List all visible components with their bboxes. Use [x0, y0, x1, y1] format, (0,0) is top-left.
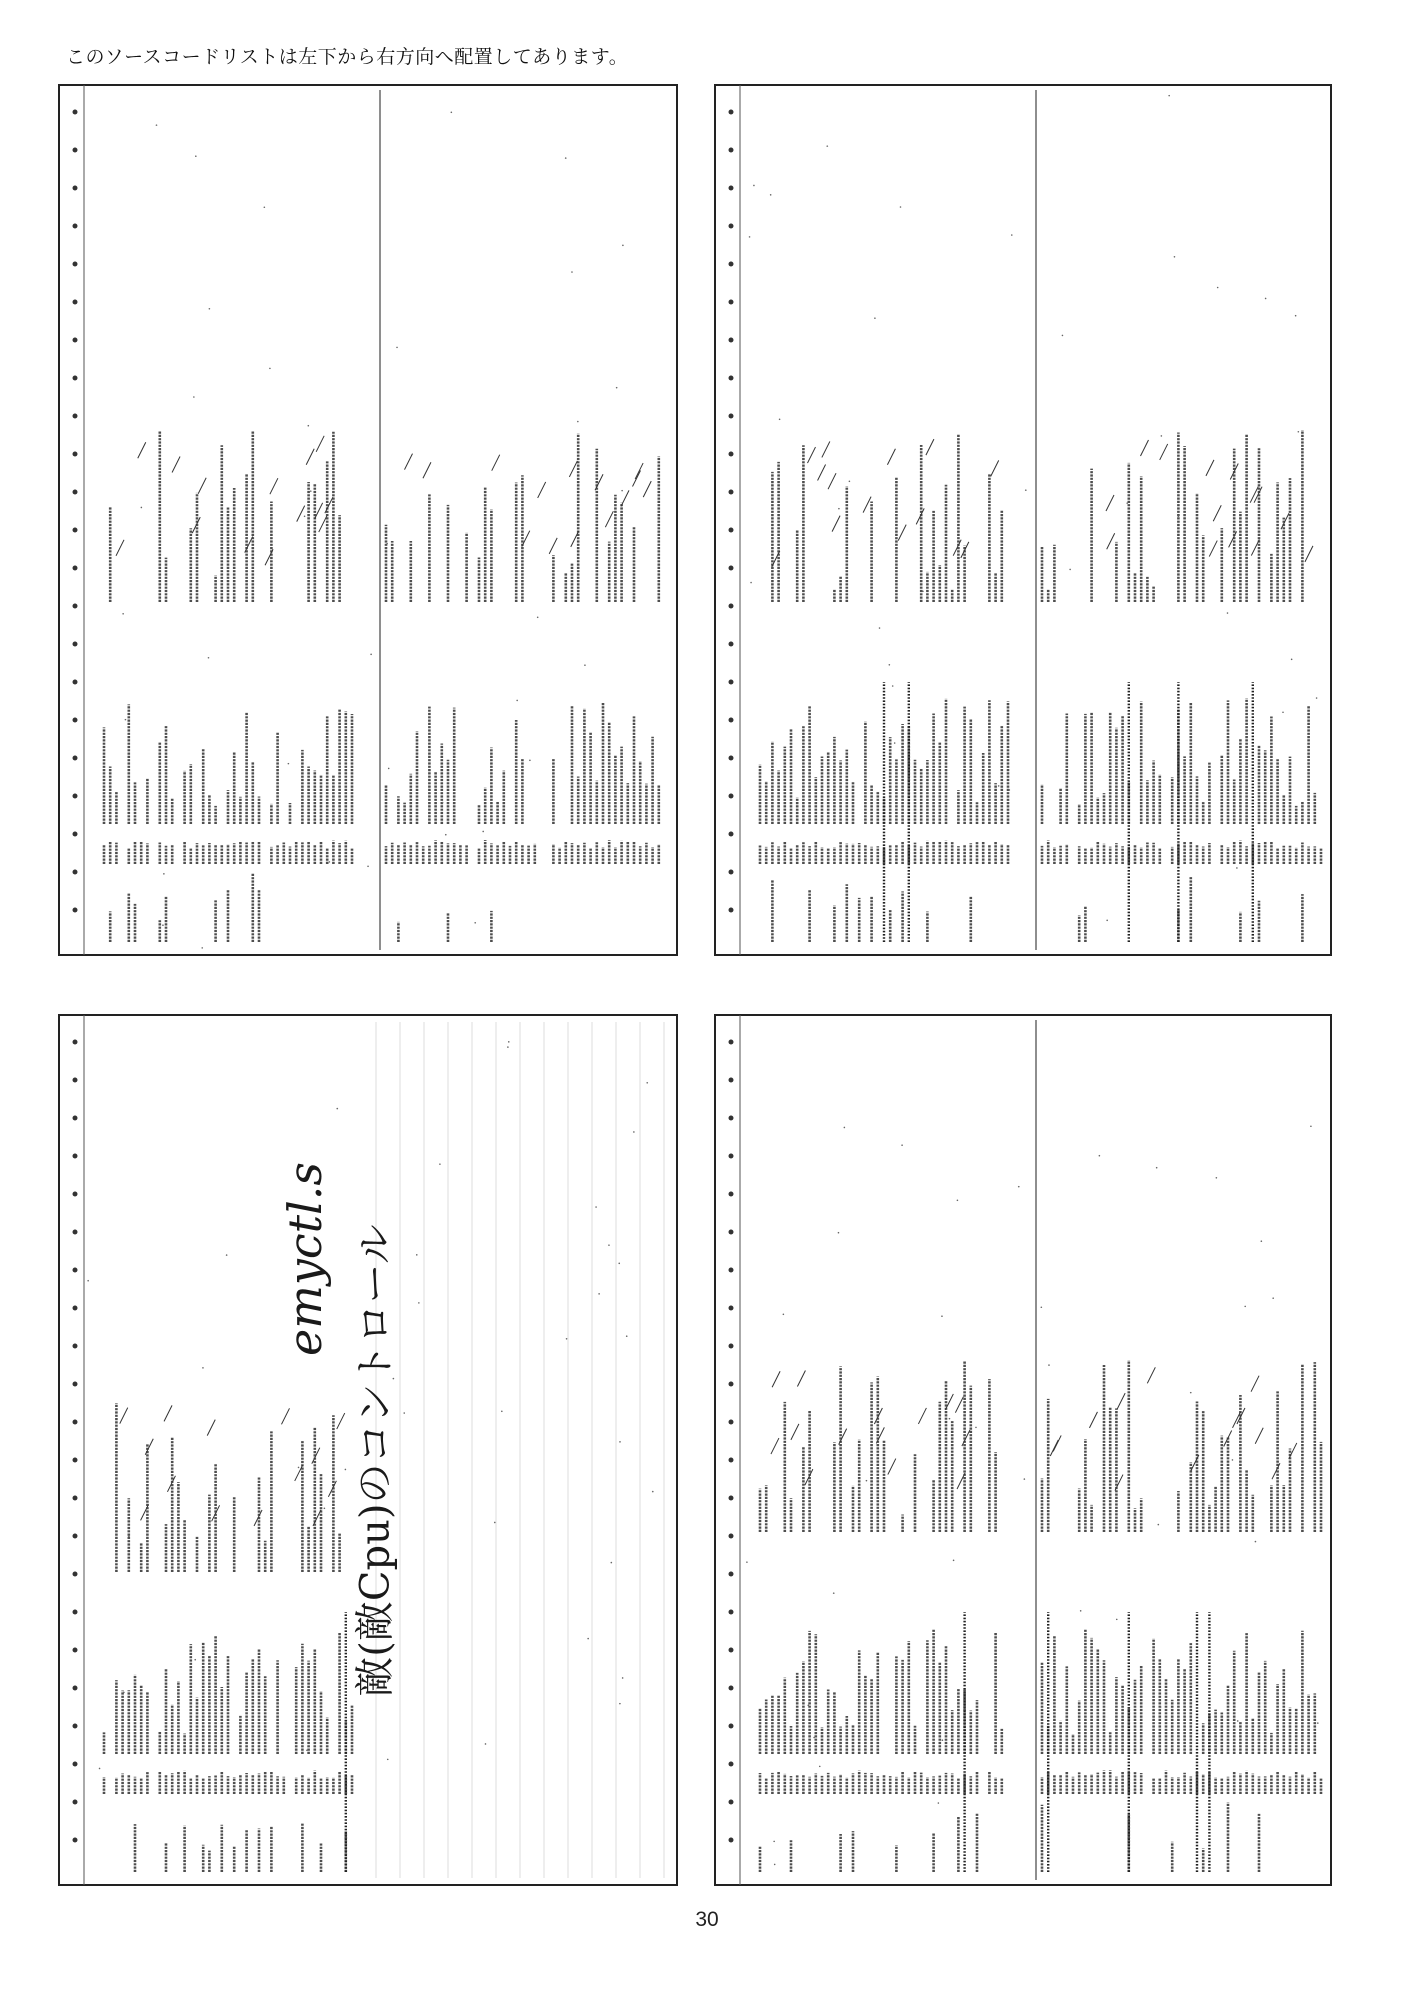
- feed-hole: [729, 1344, 734, 1349]
- scan-noise: [331, 1491, 333, 1493]
- scan-noise: [485, 1743, 487, 1745]
- scan-noise: [1257, 1739, 1259, 1741]
- printout-body: [59, 85, 677, 955]
- scan-noise: [577, 819, 579, 821]
- feed-hole: [73, 1078, 78, 1083]
- scan-noise: [618, 1263, 620, 1265]
- feed-hole: [73, 680, 78, 685]
- scan-noise: [1160, 1706, 1162, 1708]
- feed-hole: [729, 1496, 734, 1501]
- scan-noise: [753, 185, 755, 187]
- scan-noise: [128, 1536, 130, 1538]
- scan-noise: [163, 873, 165, 875]
- feed-hole: [729, 528, 734, 533]
- scan-noise: [989, 815, 991, 817]
- feed-hole: [729, 604, 734, 609]
- scan-noise: [298, 1467, 300, 1469]
- feed-hole: [729, 452, 734, 457]
- feed-hole: [73, 1382, 78, 1387]
- feed-hole: [73, 1648, 78, 1653]
- feed-hole: [73, 528, 78, 533]
- scan-noise: [1024, 1478, 1026, 1480]
- feed-hole: [73, 376, 78, 381]
- feed-hole: [729, 794, 734, 799]
- scan-noise: [1295, 315, 1297, 317]
- scan-noise: [1178, 515, 1180, 517]
- scan-noise: [202, 1367, 204, 1369]
- feed-hole: [73, 1192, 78, 1197]
- feed-hole: [729, 1458, 734, 1463]
- feed-hole: [729, 1724, 734, 1729]
- scan-noise: [938, 1802, 940, 1804]
- scan-noise: [1316, 697, 1318, 699]
- scan-noise: [975, 1427, 977, 1429]
- feed-hole: [73, 756, 78, 761]
- feed-hole: [73, 452, 78, 457]
- feed-hole: [73, 1230, 78, 1235]
- feed-hole: [73, 1762, 78, 1767]
- scan-noise: [1227, 612, 1229, 614]
- scan-noise: [201, 947, 203, 949]
- scan-noise: [750, 582, 752, 584]
- scan-noise: [308, 425, 310, 427]
- feed-hole: [73, 1154, 78, 1159]
- scan-noise: [608, 1244, 610, 1246]
- scan-noise: [749, 236, 751, 238]
- scan-noise: [949, 1418, 951, 1420]
- scan-noise: [329, 861, 331, 863]
- scan-noise: [1156, 1167, 1158, 1169]
- feed-hole: [729, 1648, 734, 1653]
- feed-hole: [73, 642, 78, 647]
- feed-hole: [73, 262, 78, 267]
- scan-noise: [195, 155, 197, 157]
- feed-hole: [729, 1838, 734, 1843]
- printout-body: [715, 1015, 1331, 1885]
- scan-noise: [1048, 1364, 1050, 1366]
- scan-noise: [122, 613, 124, 615]
- printout-body: [715, 85, 1331, 955]
- scan-noise: [508, 1041, 510, 1043]
- scan-noise: [874, 317, 876, 319]
- scan-noise: [1009, 789, 1011, 791]
- scan-noise: [304, 516, 306, 518]
- page-number: 30: [695, 1908, 719, 1931]
- scan-noise: [1178, 788, 1180, 790]
- feed-hole: [729, 1800, 734, 1805]
- scan-noise: [1282, 711, 1284, 713]
- scan-noise: [595, 1206, 597, 1208]
- feed-hole: [73, 1344, 78, 1349]
- feed-hole: [729, 756, 734, 761]
- scan-noise: [445, 834, 447, 836]
- feed-hole: [729, 908, 734, 913]
- listing-sheet-top-right-graphic: [712, 82, 1334, 958]
- scan-noise: [1272, 1297, 1274, 1299]
- scan-noise: [1236, 867, 1238, 869]
- listing-sheet-bottom-left: [56, 1012, 680, 1888]
- scan-noise: [773, 1841, 775, 1843]
- sheet-border: [715, 85, 1331, 955]
- scan-noise: [783, 1314, 785, 1316]
- scan-noise: [1091, 726, 1093, 728]
- feed-hole: [73, 300, 78, 305]
- scan-noise: [1116, 1619, 1118, 1621]
- scan-noise: [451, 111, 453, 113]
- scan-noise: [1174, 256, 1176, 258]
- scan-noise: [819, 1766, 821, 1768]
- scan-noise: [336, 1108, 338, 1110]
- scan-noise: [442, 802, 444, 804]
- scan-noise: [1161, 435, 1163, 437]
- feed-hole: [73, 832, 78, 837]
- scan-noise: [1099, 1155, 1101, 1157]
- scan-noise: [1190, 1392, 1192, 1394]
- scan-noise: [387, 1759, 389, 1761]
- feed-hole: [729, 1610, 734, 1615]
- scan-noise: [892, 685, 894, 687]
- scan-noise: [501, 1410, 503, 1412]
- scan-noise: [1261, 1240, 1263, 1242]
- feed-hole: [73, 1572, 78, 1577]
- scan-noise: [396, 347, 398, 349]
- scan-noise: [1217, 287, 1219, 289]
- scan-noise: [162, 924, 164, 926]
- scan-noise: [1310, 1125, 1312, 1127]
- feed-hole: [73, 1458, 78, 1463]
- feed-hole: [73, 1686, 78, 1691]
- scan-noise: [99, 1768, 101, 1770]
- scan-noise: [386, 543, 388, 545]
- scan-noise: [566, 1338, 568, 1340]
- feed-hole: [729, 1572, 734, 1577]
- feed-hole: [73, 186, 78, 191]
- listing-sheet-top-left-graphic: [56, 82, 680, 958]
- feed-hole: [73, 604, 78, 609]
- scan-noise: [367, 865, 369, 867]
- scan-noise: [849, 480, 851, 482]
- feed-hole: [73, 718, 78, 723]
- scan-noise: [1289, 485, 1291, 487]
- scan-noise: [1291, 659, 1293, 661]
- scan-noise: [1062, 335, 1064, 337]
- feed-hole: [73, 490, 78, 495]
- feed-hole: [729, 832, 734, 837]
- scan-noise: [1158, 1524, 1160, 1526]
- feed-hole: [73, 1800, 78, 1805]
- feed-hole: [729, 718, 734, 723]
- page-caption: このソースコードリストは左下から右方向へ配置してあります。: [66, 46, 629, 68]
- feed-hole: [73, 1724, 78, 1729]
- feed-hole: [73, 110, 78, 115]
- scan-noise: [1244, 1306, 1246, 1308]
- scan-noise: [208, 657, 210, 659]
- scan-noise: [1298, 431, 1300, 433]
- scan-noise: [87, 1280, 89, 1282]
- feed-hole: [73, 1420, 78, 1425]
- feed-hole: [73, 870, 78, 875]
- scan-noise: [269, 368, 271, 370]
- feed-hole: [729, 566, 734, 571]
- feed-hole: [73, 1610, 78, 1615]
- feed-hole: [729, 262, 734, 267]
- scan-noise: [1126, 502, 1128, 504]
- scan-noise: [1265, 298, 1267, 300]
- scan-noise: [388, 768, 390, 770]
- feed-hole: [73, 1040, 78, 1045]
- scan-noise: [474, 922, 476, 924]
- scan-noise: [833, 1592, 835, 1594]
- feed-hole: [729, 1154, 734, 1159]
- scan-noise: [1216, 1177, 1218, 1179]
- scan-noise: [941, 1315, 943, 1317]
- scan-noise: [403, 1412, 405, 1414]
- scan-noise: [900, 206, 902, 208]
- feed-hole: [729, 1230, 734, 1235]
- scan-noise: [571, 271, 573, 273]
- scan-noise: [416, 1254, 418, 1256]
- scan-noise: [529, 759, 531, 761]
- feed-hole: [729, 1192, 734, 1197]
- listing-sheet-bottom-right-graphic: [712, 1012, 1334, 1888]
- scan-noise: [1025, 489, 1027, 491]
- feed-hole: [73, 414, 78, 419]
- feed-hole: [73, 224, 78, 229]
- feed-hole: [729, 110, 734, 115]
- scan-noise: [310, 490, 312, 492]
- scan-noise: [1317, 1722, 1319, 1724]
- scan-noise: [1041, 1306, 1043, 1308]
- scan-noise: [889, 664, 891, 666]
- scan-noise: [194, 1659, 196, 1661]
- scan-noise: [577, 421, 579, 423]
- feed-hole: [73, 338, 78, 343]
- feed-hole: [73, 1534, 78, 1539]
- scan-noise: [209, 308, 211, 310]
- feed-hole: [73, 1496, 78, 1501]
- scan-noise: [622, 1677, 624, 1679]
- feed-hole: [729, 490, 734, 495]
- sheet-border: [715, 1015, 1331, 1885]
- scan-noise: [482, 831, 484, 833]
- scan-noise: [626, 1335, 628, 1337]
- feed-hole: [729, 414, 734, 419]
- scan-noise: [193, 396, 195, 398]
- scan-noise: [953, 1560, 955, 1562]
- feed-hole: [729, 186, 734, 191]
- scan-noise: [826, 145, 828, 147]
- scan-noise: [587, 1638, 589, 1640]
- scan-noise: [998, 785, 1000, 787]
- feed-hole: [729, 300, 734, 305]
- sheet-border: [59, 85, 677, 955]
- feed-hole: [729, 1040, 734, 1045]
- listing-sheet-top-left: [56, 82, 680, 958]
- scan-noise: [324, 1507, 326, 1509]
- handwritten-note: 敵(敵Cpu)のコントロール: [352, 1224, 399, 1697]
- feed-hole: [729, 1762, 734, 1767]
- scan-noise: [306, 1749, 308, 1751]
- scan-noise: [901, 1144, 903, 1146]
- scan-noise: [1168, 95, 1170, 97]
- scan-noise: [621, 490, 623, 492]
- feed-hole: [729, 1268, 734, 1273]
- scan-noise: [370, 654, 372, 656]
- feed-hole: [729, 224, 734, 229]
- scan-noise: [770, 194, 772, 196]
- scan-noise: [922, 590, 924, 592]
- feed-hole: [729, 148, 734, 153]
- scan-noise: [156, 124, 158, 126]
- scan-noise: [333, 557, 335, 559]
- feed-hole: [729, 1420, 734, 1425]
- scan-noise: [516, 700, 518, 702]
- feed-hole: [729, 1382, 734, 1387]
- feed-hole: [729, 1686, 734, 1691]
- scan-noise: [226, 1254, 228, 1256]
- scan-noise: [584, 664, 586, 666]
- scan-noise: [838, 508, 840, 510]
- scan-noise: [619, 1703, 621, 1705]
- scan-noise: [537, 617, 539, 619]
- feed-hole: [729, 376, 734, 381]
- scan-noise: [774, 1864, 776, 1866]
- feed-hole: [73, 1306, 78, 1311]
- scan-noise: [838, 1232, 840, 1234]
- scan-noise: [439, 1163, 441, 1165]
- feed-hole: [73, 1838, 78, 1843]
- listing-sheet-bottom-right: [712, 1012, 1334, 1888]
- feed-hole: [729, 1116, 734, 1121]
- scan-noise: [123, 1692, 125, 1694]
- scan-noise: [264, 206, 266, 208]
- scan-noise: [1080, 1610, 1082, 1612]
- scan-noise: [633, 1131, 635, 1133]
- scan-noise: [942, 1739, 944, 1741]
- feed-hole: [729, 642, 734, 647]
- scan-noise: [418, 1302, 420, 1304]
- scan-noise: [128, 1733, 130, 1735]
- feed-hole: [73, 794, 78, 799]
- scan-noise: [652, 1491, 654, 1493]
- feed-hole: [729, 1078, 734, 1083]
- scan-noise: [879, 627, 881, 629]
- scan-noise: [1237, 1720, 1239, 1722]
- feed-hole: [73, 1268, 78, 1273]
- scan-noise: [957, 1199, 959, 1201]
- handwritten-file-name: emyctl.s: [278, 1161, 333, 1357]
- scan-noise: [141, 507, 143, 509]
- scan-noise: [622, 245, 624, 247]
- scan-noise: [598, 1293, 600, 1295]
- scan-noise: [779, 419, 781, 421]
- feed-hole: [729, 338, 734, 343]
- scan-noise: [616, 387, 618, 389]
- scan-noise: [125, 719, 127, 721]
- scan-noise: [1069, 569, 1071, 571]
- feed-hole: [73, 148, 78, 153]
- scan-noise: [507, 1046, 509, 1048]
- feed-hole: [73, 908, 78, 913]
- feed-hole: [729, 1534, 734, 1539]
- scan-noise: [494, 1522, 496, 1524]
- scan-noise: [1255, 1541, 1257, 1543]
- scan-noise: [894, 742, 896, 744]
- feed-hole: [73, 566, 78, 571]
- scan-noise: [1106, 920, 1108, 922]
- scan-noise: [611, 1562, 613, 1564]
- scan-noise: [746, 1561, 748, 1563]
- feed-hole: [73, 1116, 78, 1121]
- scan-noise: [619, 1441, 621, 1443]
- scan-noise: [646, 1082, 648, 1084]
- scan-noise: [1018, 1186, 1020, 1188]
- feed-hole: [729, 680, 734, 685]
- listing-sheet-top-right: [712, 82, 1334, 958]
- scan-noise: [565, 157, 567, 159]
- scan-noise: [807, 1705, 809, 1707]
- scan-noise: [813, 1737, 815, 1739]
- scan-noise: [1011, 234, 1013, 236]
- scan-noise: [844, 1127, 846, 1129]
- feed-hole: [729, 1306, 734, 1311]
- feed-hole: [729, 870, 734, 875]
- scan-noise: [1232, 1459, 1234, 1461]
- scan-noise: [866, 1480, 868, 1482]
- scan-noise: [288, 763, 290, 765]
